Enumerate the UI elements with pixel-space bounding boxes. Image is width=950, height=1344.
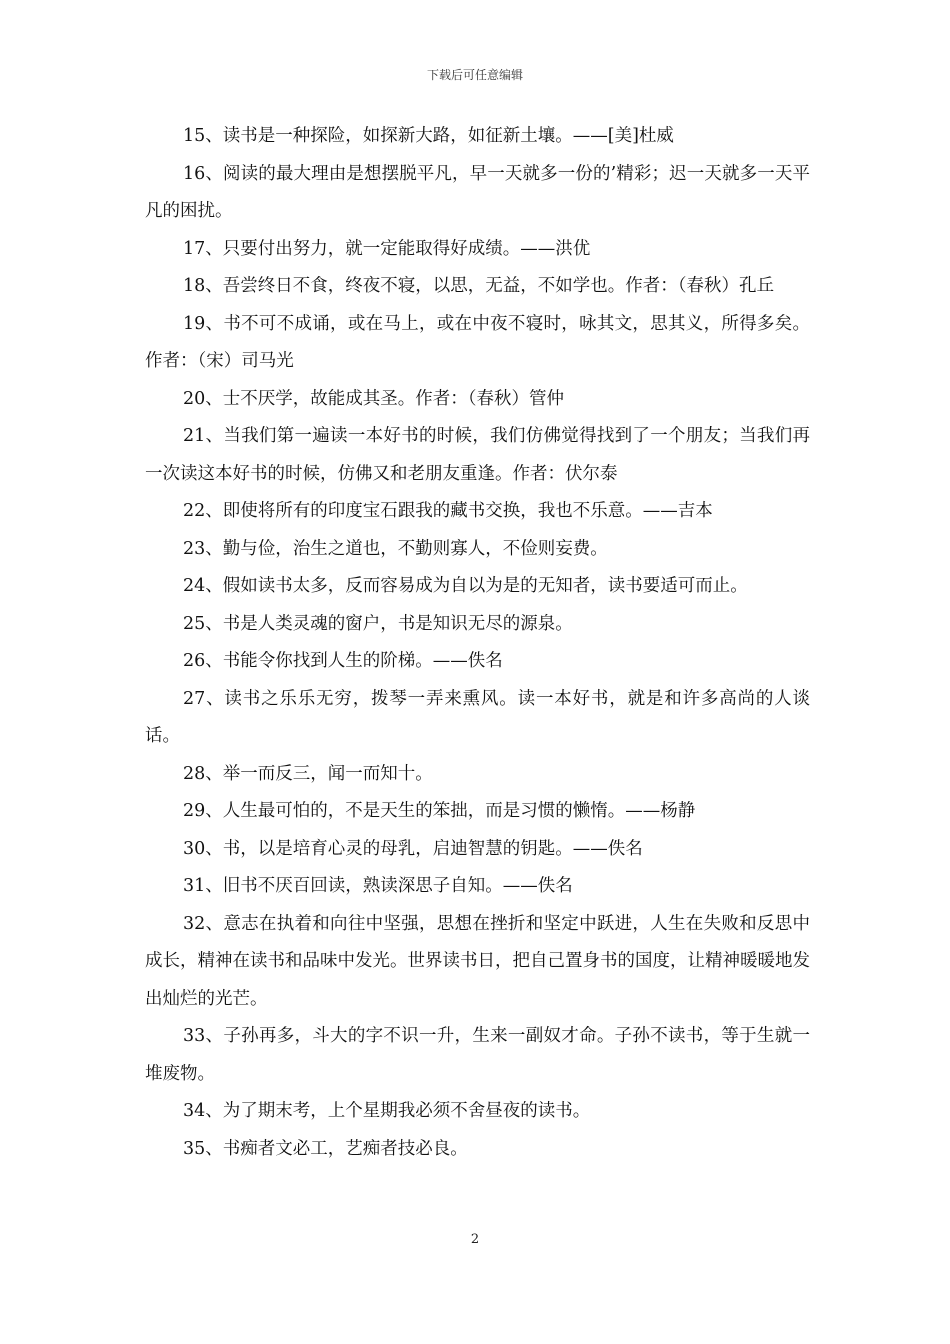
quote-22: 22、即使将所有的印度宝石跟我的藏书交换，我也不乐意。——吉本 xyxy=(183,501,713,521)
page-header: 下载后可任意编辑 xyxy=(426,68,523,82)
quote-31: 31、旧书不厌百回读，熟读深思子自知。——佚名 xyxy=(183,876,573,896)
page-number: 2 xyxy=(470,1232,480,1247)
quote-29: 29、人生最可怕的，不是天生的笨拙，而是习惯的懒惰。——杨静 xyxy=(183,801,696,821)
quote-25: 25、书是人类灵魂的窗户，书是知识无尽的源泉。 xyxy=(183,613,573,634)
quote-30: 30、书，以是培育心灵的母乳，启迪智慧的钥匙。——佚名 xyxy=(183,838,643,859)
quote-23: 23、勤与俭，治生之道也，不勤则寡人，不俭则妄费。 xyxy=(183,538,608,559)
quote-35: 35、书痴者文必工，艺痴者技必良。 xyxy=(183,1138,468,1159)
quote-21: 21、当我们第一遍读一本好书的时候，我们仿佛觉得找到了一个朋友；当我们再一次读这本好书的时候，仿佛又和老朋友重逢。作者：伏尔泰 xyxy=(145,426,810,484)
quote-20: 20、士不厌学，故能成其圣。作者：（春秋）管仲 xyxy=(183,388,565,409)
quote-17: 17、只要付出努力，就一定能取得好成绩。——洪优 xyxy=(183,238,591,259)
quote-18: 18、吾尝终日不食，终夜不寝，以思，无益，不如学也。作者：（春秋）孔丘 xyxy=(183,276,775,296)
quote-32: 32、意志在执着和向往中坚强，思想在挫折和坚定中跃进，人生在失败和反思中成长，精神在读书和品味中发光。世界读书日，把自己置身书的国度，让精神暖暖地发出灿烂的光芒。 xyxy=(145,913,810,1009)
quote-34: 34、为了期末考，上个星期我必须不舍昼夜的读书。 xyxy=(183,1101,591,1121)
quote-33: 33、子孙再多，斗大的字不识一升，生来一副奴才命。子孙不读书，等于生就一堆废物。 xyxy=(145,1026,810,1084)
quote-24: 24、假如读书太多，反而容易成为自以为是的无知者，读书要适可而止。 xyxy=(183,576,748,596)
document-body xyxy=(145,118,810,1168)
quote-28: 28、举一而反三，闻一而知十。 xyxy=(183,763,433,784)
quote-26: 26、书能令你找到人生的阶梯。——佚名 xyxy=(183,651,503,671)
quote-16: 16、阅读的最大理由是想摆脱平凡，早一天就多一份的’精彩；迟一天就多一天平凡的困扰。 xyxy=(145,163,810,221)
quote-15: 15、读书是一种探险，如探新大路，如征新土壤。——[美]杜威 xyxy=(183,126,674,146)
quote-27: 27、读书之乐乐无穷，拨琴一弄来熏风。读一本好书，就是和许多高尚的人谈话。 xyxy=(145,688,810,746)
quote-19: 19、书不可不成诵，或在马上，或在中夜不寝时，咏其文，思其义，所得多矣。作者：（宋）司马光 xyxy=(145,313,810,371)
